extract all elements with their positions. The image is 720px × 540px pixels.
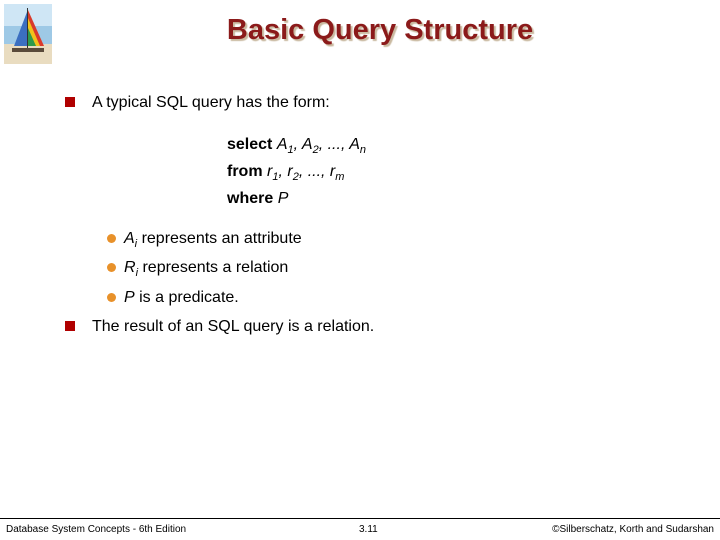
- square-bullet-icon: [65, 321, 75, 331]
- sub-bullet-item: [124, 259, 288, 279]
- select-var: $A_1$, $A_2$, ..., $A_n$: [276, 136, 367, 157]
- sub-bullet-var: $A_i$: [124, 230, 138, 251]
- where-clause: [227, 188, 366, 210]
- select-keyword: select: [227, 136, 273, 153]
- round-bullet-icon: [107, 293, 116, 302]
- bullet-text: The result of an SQL query is a relation.: [92, 318, 375, 335]
- select-clause: [227, 134, 366, 161]
- round-bullet-icon: [107, 234, 116, 243]
- from-clause: [227, 161, 366, 188]
- bullet-item: [92, 318, 374, 336]
- sub-bullet-var: P: [124, 289, 135, 306]
- sub-bullet-text: represents an attribute: [137, 230, 302, 247]
- sql-query-form: [227, 134, 366, 210]
- footer-page-number: 3.11: [359, 524, 378, 535]
- sub-bullet-item: [124, 289, 239, 307]
- sub-bullet-text: represents a relation: [138, 259, 289, 276]
- where-keyword: where: [227, 190, 274, 208]
- from-var: $r_1$, $r_2$, ..., $r_m$: [267, 163, 345, 184]
- bullet-text: A typical SQL query has the form:: [92, 94, 330, 111]
- where-var: P: [277, 190, 289, 208]
- footer-copyright: ©Silberschatz, Korth and Sudarshan: [552, 524, 714, 535]
- footer-book-title: Database System Concepts - 6th Edition: [6, 524, 187, 535]
- sub-bullet-var: $R_i$: [124, 259, 139, 280]
- from-keyword: from: [227, 163, 263, 181]
- page-title: Basic Query Structure: [226, 14, 534, 46]
- round-bullet-icon: [107, 263, 116, 272]
- sub-bullet-item: [124, 230, 302, 250]
- sub-bullet-text: is a predicate.: [134, 289, 239, 306]
- footer-divider: [0, 518, 720, 519]
- square-bullet-icon: [65, 97, 75, 107]
- bullet-item: [92, 94, 330, 112]
